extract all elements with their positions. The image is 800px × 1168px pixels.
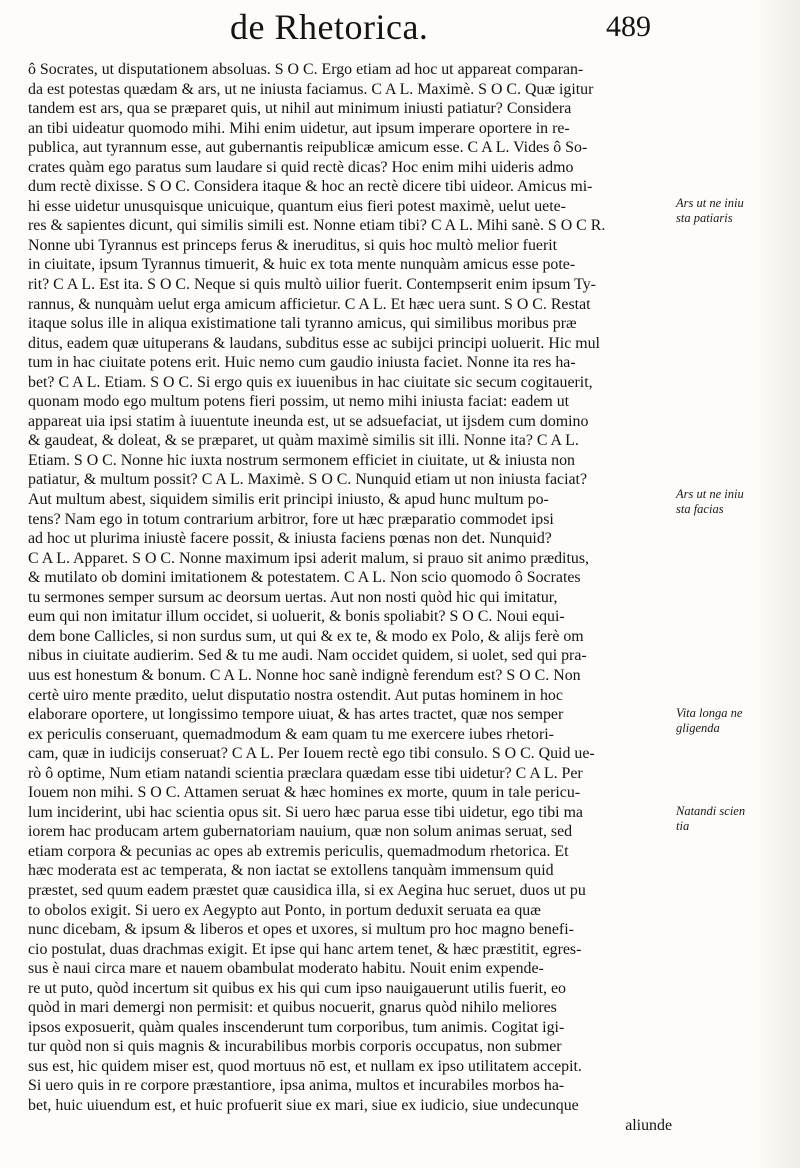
text-line: dum rectè dixisse. S O C. Considera itaque & hoc an rectè dicere tibi uideor. Amicus mi- [28,178,593,196]
text-line: ex periculis conseruant, quemadmodum & eam quam tu me exercere iubes rhetori- [28,725,554,743]
margin-note-line: Natandi scien [676,804,746,818]
text-line: an tibi uideatur quomodo mihi. Mihi enim uidetur, aut ipsum imperare oportere in re- [28,119,570,137]
text-line: tens? Nam ego in totum contrarium arbitror, fore ut hæc præparatio commodet ipsi [28,510,554,528]
margin-note-line: gligenda [676,721,720,735]
text-line: ad hoc ut plurima iniustè facere possit, & iniusta faciens pœnas non det. Nunquid? [28,530,552,548]
text-line: rannus, & nunquàm uelut erga amicum afficietur. C A L. Et hæc uera sunt. S O C. Restat [28,295,591,313]
text-line: dem bone Callicles, si non surdus sum, ut qui & ex te, & modo ex Polo, & alijs ferè om [28,627,584,645]
margin-note-line: Ars ut ne iniu [676,196,744,210]
text-line: re ut puto, quòd incertum sit quibus ex his qui cum ipso nauigauerunt utilis fuerit, eo [28,979,566,997]
text-line: patiatur, & multum possit? C A L. Maximè. S O C. Nunquid etiam ut non iniusta faciat? [28,471,588,489]
text-line: bet? C A L. Etiam. S O C. Si ergo quis ex iuuenibus in hac ciuitate sic secum cogitauerit, [28,373,593,391]
text-line: sus est, hic quidem miser est, quod mortuus nō est, et nullam ex ipso utilitatem accepit. [28,1057,582,1075]
text-line: ô Socrates, ut disputationem absoluas. S O C. Ergo etiam ad hoc ut appareat comparan- [28,61,584,78]
text-line: elaborare oportere, ut longissimo tempore uiuat, & has artes tractet, quæ nos semper [28,706,564,724]
text-line: rit? C A L. Est ita. S O C. Neque si quis multò uilior fuerit. Contempserit enim ipsum Ty- [28,276,596,294]
text-line: cam, quæ in iudicijs conseruat? C A L. Per Iouem rectè ego tibi consulo. S O C. Quid ue- [28,745,595,763]
text-line: publica, aut tyrannum esse, aut gubernantis reipublicæ amicum esse. C A L. Vides ô So- [28,139,588,157]
text-line: in ciuitate, ipsum Tyrannus timuerit, & huic ex tota mente nunquàm amicus esse pote- [28,256,576,274]
text-line: quòd in mari demergi non permisit: et quibus nocuerit, gnarus quòd nihilo meliores [28,999,557,1017]
text-line: res & sapientes dicunt, qui similis simili est. Nonne etiam tibi? C A L. Mihi sanè. S O C R. [28,217,606,235]
text-line: ditus, eadem quæ uituperans & laudans, subditus esse ac subijci principi uoluerit. Hic mul [28,334,600,352]
page-gutter-shadow [758,0,800,1168]
margin-note [676,804,768,834]
text-line: Nonne ubi Tyrannus est princeps ferus & ineruditus, si quis hoc multò melior fuerit [28,236,558,254]
text-line: certè uiro mente prædito, uelut disputatio nostra ostendit. Aut putas hominem in hoc [28,686,563,704]
margin-note-line: sta patiaris [676,211,733,225]
text-line: cio postulat, duas drachmas exigit. Et ipse qui hanc artem tenet, & hæc præstitit, egres- [28,940,582,958]
text-line: tandem est ars, qua se præparet quis, ut nihil aut minimum iniusti patiatur? Considera [28,100,572,118]
text-line: ipsos exposuerit, quàm quales inscenderunt tum corporibus, tum animis. Cogitat igi- [28,1018,565,1036]
text-line: da est potestas quædam & ars, ut ne iniusta faciamus. C A L. Maximè. S O C. Quæ igitur [28,80,594,98]
text-line: & gaudeat, & doleat, & se præparet, ut quàm maximè similis sit illi. Nonne ita? C A L. [28,432,579,450]
text-line: hæc moderata est ac temperata, & non iactat se extollens tanquàm immensum quid [28,862,554,880]
text-line: etiam corpora & pecunias ac opes ab extremis periculis, quemadmodum rhetorica. Et [28,842,569,860]
text-line: appareat uia ipsi statim à iuuentute ineunda est, ut se adsuefaciat, ut ijsdem cum domino [28,412,589,430]
margin-note-line: sta facias [676,502,724,516]
text-line: to obolos exigit. Si uero ex Aegypto aut Ponto, in portum deduxit seruata ea quæ [28,901,541,919]
margin-note-line: Vita longa ne [676,706,743,720]
main-text-block [28,60,678,1135]
margin-note [676,706,768,736]
text-line: lum inciderint, ubi hac scientia opus sit. Si uero hæc parua esse tibi uidetur, ego tibi ma [28,803,583,821]
text-line: Iouem non mihi. S O C. Attamen seruat & hæc homines ex morte, quum in tale pericu- [28,784,581,802]
text-line: tu sermones semper sursum ac deorsum uertas. Aut non nosti quòd hic qui imitatur, [28,588,558,606]
text-line: hi esse uidetur unusquisque unicuique, quantum eius fieri potest maximè, uelut uete- [28,197,566,215]
text-line: iorem hac producam artem gubernatoriam nauium, quæ non solum animas seruat, sed [28,823,573,841]
text-line: Aut multum abest, siquidem similis erit principi iniusto, & apud hunc multum po- [28,491,549,509]
text-line: uus est honestum & bonum. C A L. Nonne hoc sanè indignè ferendum est? S O C. Non [28,666,581,684]
text-line: eum qui non imitatur illum occidet, si uoluerit, & bonis spoliabit? S O C. Noui equi- [28,608,565,626]
text-line: & mutilato ob domini imitationem & potestatem. C A L. Non scio quomodo ô Socrates [28,569,581,587]
text-line: Si uero quis in re corpore præstantiore, ipsa anima, multos et incurabiles morbos ha- [28,1077,565,1095]
text-line: crates quàm ego paratus sum laudare si quid rectè dicas? Hoc enim mihi uideris admo [28,158,574,176]
text-line: C A L. Apparet. S O C. Nonne maximum ipsi aderit malum, si prauo sit animo præditus, [28,549,589,567]
margin-note [676,487,768,517]
text-line: quonam modo ego multum potens fieri possim, ut nemo mihi iniusta faciat: eadem ut [28,393,570,411]
text-line: sus è naui circa mare et nauem obambulat moderato habitu. Nouit enim expende- [28,960,544,978]
text-line: nibus in ciuitate audierim. Sed & tu me audi. Nam occidet quidem, si uolet, sed qui pra- [28,647,587,665]
running-title: de Rhetorica. [230,7,429,47]
text-line: itaque solus ille in aliqua existimatione tali tyranno amicus, qui similibus moribus præ [28,315,577,333]
page-number: 489 [606,10,651,43]
text-line: nunc dicebam, & ipsum & liberos et opes et uxores, si multum pro hoc magno benefi- [28,921,574,939]
catchword: aliunde [625,1116,672,1134]
text-line: Etiam. S O C. Nonne hic iuxta nostrum sermonem efficiet in ciuitate, ut & iniusta non [28,451,575,469]
text-line: tum in hac ciuitate potens erit. Huic nemo cum gaudio iniusta faciet. Nonne ita res ha- [28,354,576,372]
text-line: bet, huic uiuendum est, et huic profuerit siue ex mari, siue ex iudicio, siue undecunque [28,1096,579,1114]
text-line: tur quòd non si quis magnis & incurabilibus morbis corporis occupatus, non submer [28,1038,562,1056]
margin-note [676,196,768,226]
margin-note-line: tia [676,819,690,833]
text-line: rò ô optime, Num etiam natandi scientia præclara quædam esse tibi uidetur? C A L. Per [28,764,583,782]
margin-note-line: Ars ut ne iniu [676,487,744,501]
text-line: præstet, sed quum eadem præstet quæ causidica illa, si ex Aegina huc seruet, duos ut pu [28,881,586,899]
